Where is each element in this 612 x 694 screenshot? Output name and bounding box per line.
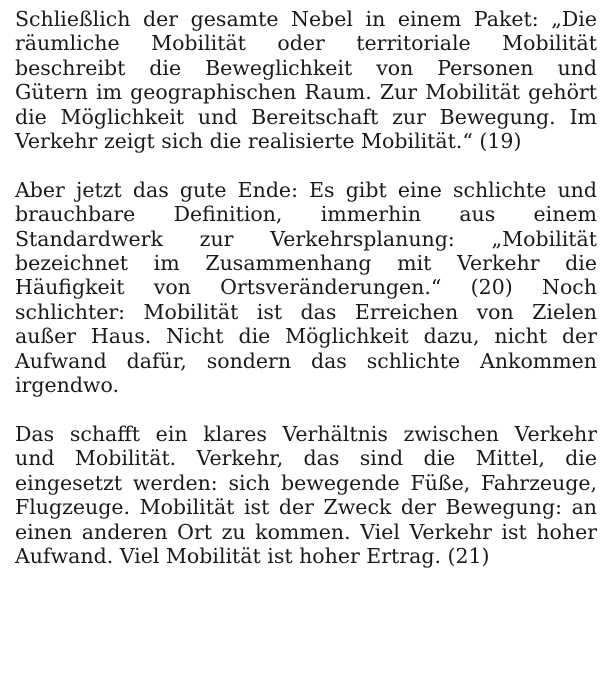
- text-line: außer Haus. Nicht die Möglichkeit dazu, nicht der: [15, 324, 597, 349]
- text-line: Das schafft ein klares Verhältnis zwischen Verkehr: [15, 421, 597, 446]
- paragraph-traffic-vs-mobility: [15, 422, 597, 568]
- text-line: Standardwerk zur Verkehrsplanung: „Mobilität: [15, 226, 597, 251]
- text-line: bezeichnet im Zusammenhang mit Verkehr die: [15, 251, 597, 276]
- text-line: brauchbare Definition, immerhin aus einem: [15, 202, 597, 227]
- text-line: Gütern im geographischen Raum. Zur Mobilität gehört: [15, 80, 597, 105]
- text-line: Häufigkeit von Ortsveränderungen.“ (20) Noch: [15, 275, 597, 300]
- text-line: eingesetzt werden: sich bewegende Füße, Fahrzeuge,: [15, 470, 597, 495]
- text-line: Flugzeuge. Mobilität ist der Zweck der Bewegung: an: [15, 495, 597, 520]
- text-line: die Möglichkeit und Bereitschaft zur Bewegung. Im: [15, 104, 597, 129]
- text-line: einen anderen Ort zu kommen. Viel Verkehr ist hoher: [15, 519, 597, 544]
- text-line: und Mobilität. Verkehr, das sind die Mittel, die: [15, 446, 597, 471]
- text-line: Aufwand. Viel Mobilität ist hoher Ertrag. (21): [15, 543, 490, 568]
- text-line: Aber jetzt das gute Ende: Es gibt eine schlichte und: [15, 177, 597, 202]
- paragraph-mobility-definition: [15, 7, 597, 153]
- text-line: irgendwo.: [15, 373, 119, 398]
- text-line: räumliche Mobilität oder territoriale Mobilität: [15, 31, 597, 56]
- text-line: Verkehr zeigt sich die realisierte Mobilität.“ (19): [15, 129, 522, 154]
- text-line: beschreibt die Beweglichkeit von Personen und: [15, 55, 597, 80]
- paragraph-simple-definition: [15, 178, 597, 398]
- text-line: Aufwand dafür, sondern das schlichte Ankommen: [15, 348, 597, 373]
- document-page: [15, 7, 597, 593]
- text-line: Schließlich der gesamte Nebel in einem Paket: „Die: [15, 7, 597, 31]
- text-line: schlichter: Mobilität ist das Erreichen von Zielen: [15, 299, 597, 324]
